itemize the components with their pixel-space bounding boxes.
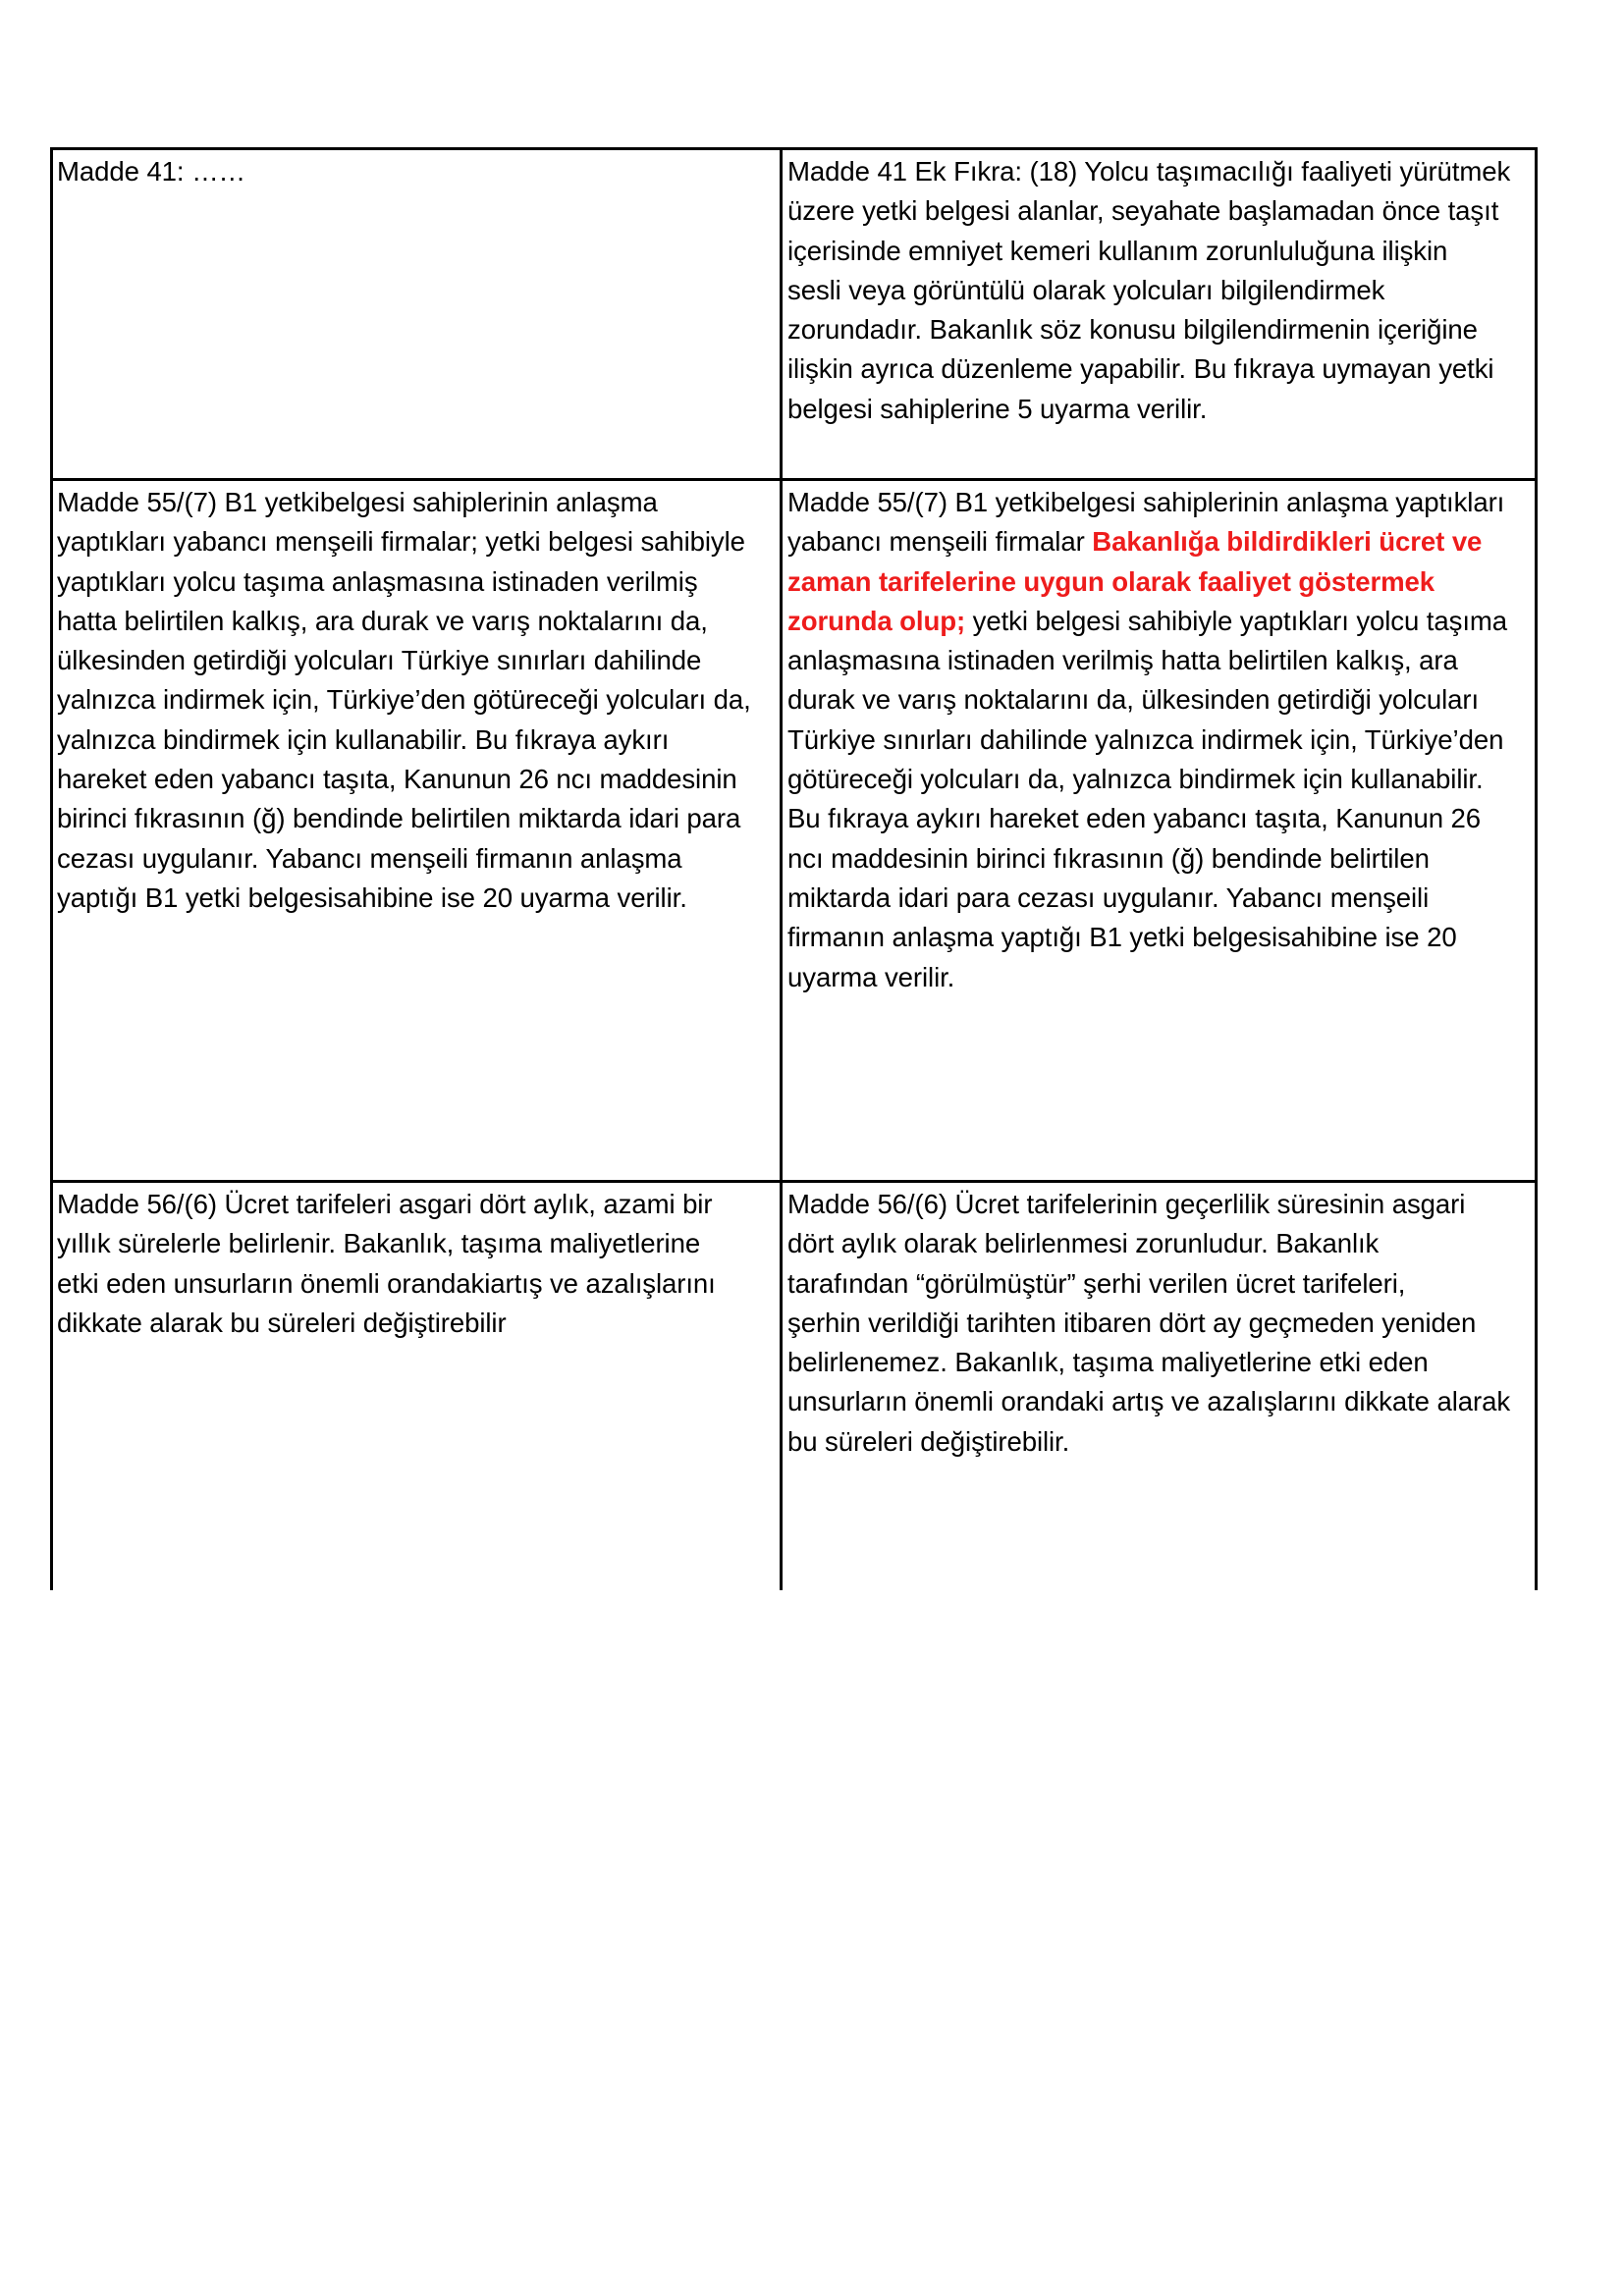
cell-text-plain: yabancı menşeili firmalar xyxy=(787,526,1093,558)
cell-text-line: Madde 55/(7) B1 yetkibelgesi sahiplerinin anlaşma yaptıkları xyxy=(787,487,1505,517)
cell-text-line: yaptığı B1 yetki belgesisahibine ise 20 uyarma verilir. xyxy=(57,881,687,913)
row-divider xyxy=(50,478,1538,481)
cell-text-line: durak ve varış noktalarını da, ülkesinden getirdiği yolcuları xyxy=(787,684,1480,716)
table-cell-old-article-41 xyxy=(57,152,778,191)
cell-text-line-mixed xyxy=(787,602,1534,641)
cell-text-line: anlaşmasına istinaden verilmiş hatta belirtilen kalkış, ara xyxy=(787,645,1458,676)
cell-text-line: tarafından “görülmüştür” şerhi verilen ücret tarifeleri, xyxy=(787,1267,1406,1299)
table-cell-new-article-55 xyxy=(787,483,1534,997)
amendment-highlight: zaman tarifelerine uygun olarak faaliyet göstermek xyxy=(787,565,1435,597)
row-divider xyxy=(50,1180,1538,1183)
cell-text-line: yalnızca bindirmek için kullanabilir. Bu fıkraya aykırı xyxy=(57,723,670,755)
cell-text-line: Madde 56/(6) Ücret tarifeleri asgari dört aylık, azami bir xyxy=(57,1189,713,1219)
cell-text-line: miktarda idari para cezası uygulanır. Yabancı menşeili xyxy=(787,881,1430,913)
cell-text-line: yalnızca indirmek için, Türkiye’den götüreceği yolcuları da, xyxy=(57,684,751,716)
cell-text-line: firmanın anlaşma yaptığı B1 yetki belgesisahibine ise 20 xyxy=(787,922,1457,953)
cell-text-line: cezası uygulanır. Yabancı menşeili firmanın anlaşma xyxy=(57,842,682,874)
cell-text-line: Madde 41 Ek Fıkra: (18) Yolcu taşımacılığı faaliyeti yürütmek xyxy=(787,156,1511,187)
table-cell-new-article-56 xyxy=(787,1185,1534,1462)
amendment-highlight: zorunda olup; xyxy=(787,605,966,636)
cell-text-line: uyarma verilir. xyxy=(787,961,955,992)
amendment-highlight: Bakanlığa bildirdikleri ücret ve xyxy=(1092,526,1483,558)
cell-text-line: zorundadır. Bakanlık söz konusu bilgilendirmenin içeriğine xyxy=(787,314,1478,346)
cell-text-line: ncı maddesinin birinci fıkrasının (ğ) bendinde belirtilen xyxy=(787,842,1430,874)
cell-text-line: birinci fıkrasının (ğ) bendinde belirtilen miktarda idari para xyxy=(57,803,741,834)
table-cell-new-article-41 xyxy=(787,152,1534,429)
table-right-border xyxy=(1535,147,1538,1590)
table-left-border xyxy=(50,147,53,1590)
cell-text-line: Madde 41: …… xyxy=(57,156,246,187)
cell-text-line: dikkate alarak bu süreleri değiştirebilir xyxy=(57,1307,507,1338)
cell-text-line: üzere yetki belgesi alanlar, seyahate başlamadan önce taşıt xyxy=(787,195,1499,227)
cell-text-line: dört aylık olarak belirlenmesi zorunludur. Bakanlık xyxy=(787,1228,1380,1259)
table-cell-old-article-55 xyxy=(57,483,778,918)
cell-text-line: ilişkin ayrıca düzenleme yapabilir. Bu fıkraya uymayan yetki xyxy=(787,353,1494,385)
cell-text-line: belirlenemez. Bakanlık, taşıma maliyetlerine etki eden xyxy=(787,1347,1429,1378)
cell-text-line: içerisinde emniyet kemeri kullanım zorunluluğuna ilişkin xyxy=(787,235,1448,266)
cell-text-line: etki eden unsurların önemli orandakiartış ve azalışlarını xyxy=(57,1267,716,1299)
cell-text-line: unsurların önemli orandaki artış ve azalışlarını dikkate alarak xyxy=(787,1386,1511,1417)
cell-text-line: yaptıkları yabancı menşeili firmalar; yetki belgesi sahibiyle xyxy=(57,526,745,558)
table-cell-old-article-56 xyxy=(57,1185,778,1343)
cell-text-line: şerhin verildiği tarihten itibaren dört ay geçmeden yeniden xyxy=(787,1307,1477,1338)
cell-text-line: bu süreleri değiştirebilir. xyxy=(787,1425,1070,1457)
cell-text-plain: yetki belgesi sahibiyle yaptıkları yolcu taşıma xyxy=(965,605,1508,636)
cell-text-line-mixed xyxy=(787,522,1534,561)
cell-text-line: ülkesinden getirdiği yolcuları Türkiye sınırları dahilinde xyxy=(57,645,702,676)
cell-text-line: belgesi sahiplerine 5 uyarma verilir. xyxy=(787,393,1208,424)
cell-text-line: hatta belirtilen kalkış, ara durak ve varış noktalarını da, xyxy=(57,605,708,636)
cell-text-line: Madde 55/(7) B1 yetkibelgesi sahiplerinin anlaşma xyxy=(57,487,658,517)
cell-text-line: Bu fıkraya aykırı hareket eden yabancı taşıta, Kanunun 26 xyxy=(787,803,1482,834)
cell-text-line: sesli veya görüntülü olarak yolcuları bilgilendirmek xyxy=(787,274,1385,305)
column-divider xyxy=(780,147,783,1590)
cell-text-line: götüreceği yolcuları da, yalnızca bindirmek için kullanabilir. xyxy=(787,764,1484,795)
cell-text-line: yıllık sürelerle belirlenir. Bakanlık, taşıma maliyetlerine xyxy=(57,1228,701,1259)
cell-text-line: hareket eden yabancı taşıta, Kanunun 26 ncı maddesinin xyxy=(57,764,737,795)
cell-text-line: Madde 56/(6) Ücret tarifelerinin geçerlilik süresinin asgari xyxy=(787,1189,1466,1219)
comparison-table xyxy=(50,147,1538,1590)
table-top-border xyxy=(50,147,1538,150)
cell-text-line: yaptıkları yolcu taşıma anlaşmasına istinaden verilmiş xyxy=(57,565,698,597)
cell-text-line: Türkiye sınırları dahilinde yalnızca indirmek için, Türkiye’den xyxy=(787,723,1504,755)
